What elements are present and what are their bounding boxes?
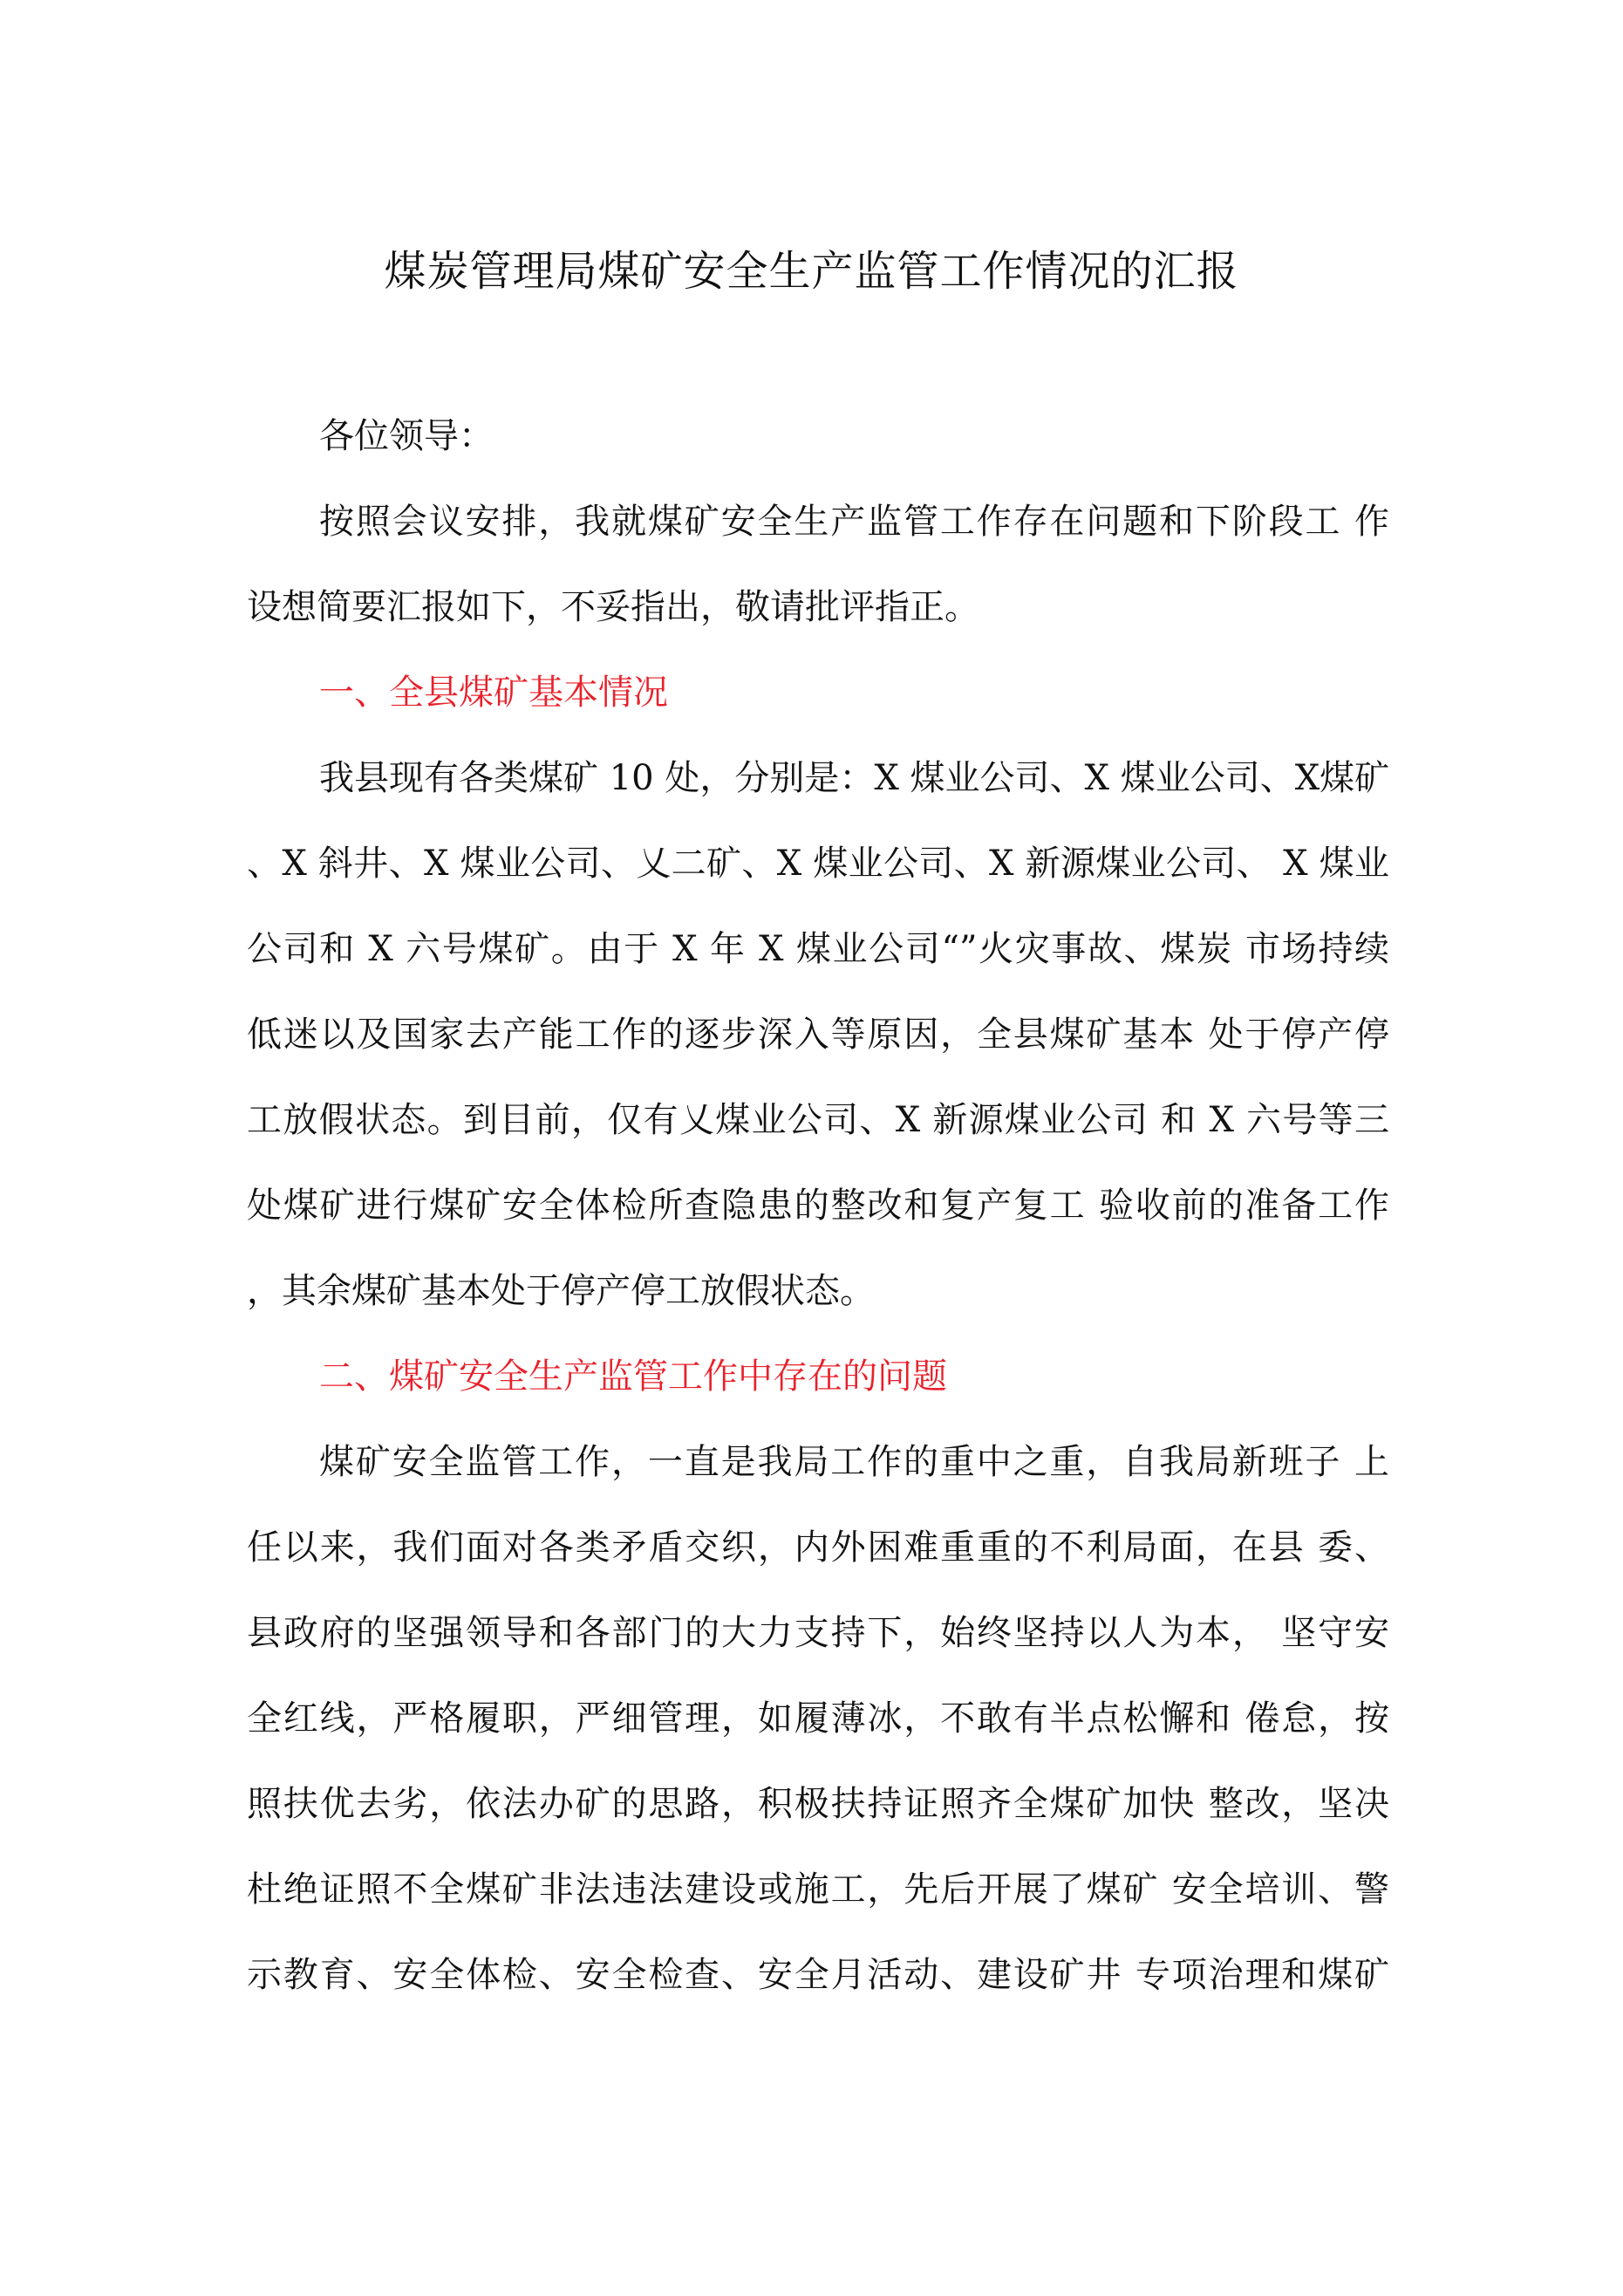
paragraph-line: 公司和 X 六号煤矿。由于 X 年 X 煤业公司“”火灾事故、煤炭 市场持续 bbox=[247, 929, 1389, 969]
paragraph-line: 示教育、安全体检、安全检查、安全月活动、建设矿井 专项治理和煤矿 bbox=[247, 1955, 1389, 1995]
salutation: 各位领导： bbox=[319, 416, 494, 456]
paragraph-line: ，其余煤矿基本处于停产停工放假状态。 bbox=[247, 1271, 875, 1311]
document-title: 煤炭管理局煤矿安全生产监管工作情况的汇报 bbox=[384, 247, 1239, 296]
section-heading-1-block bbox=[247, 650, 1389, 735]
section-heading-1: 一、全县煤矿基本情况 bbox=[319, 673, 668, 713]
paragraph-line: 工放假状态。到目前，仅有乂煤业公司、X 新源煤业公司 和 X 六号等三 bbox=[247, 1100, 1389, 1140]
intro-paragraph bbox=[247, 479, 1389, 650]
paragraph-line: 按照会议安排，我就煤矿安全生产监管工作存在问题和下阶段工 作 bbox=[319, 502, 1389, 542]
paragraph-line: 杜绝证照不全煤矿非法违法建设或施工，先后开展了煤矿 安全培训、警 bbox=[247, 1869, 1389, 1910]
paragraph-line: 煤矿安全监管工作，一直是我局工作的重中之重，自我局新班子 上 bbox=[319, 1442, 1389, 1482]
paragraph-line: 任以来，我们面对各类矛盾交织，内外困难重重的不利局面，在县 委、 bbox=[247, 1527, 1389, 1568]
paragraph-line: 我县现有各类煤矿 10 处，分别是：X 煤业公司、X 煤业公司、X煤矿 bbox=[319, 758, 1390, 798]
paragraph-line: 照扶优去劣，依法办矿的思路，积极扶持证照齐全煤矿加快 整改，坚决 bbox=[247, 1784, 1389, 1824]
section-1-paragraph bbox=[247, 735, 1389, 1334]
section-heading-2: 二、煤矿安全生产监管工作中存在的问题 bbox=[319, 1356, 947, 1397]
paragraph-line: 、X 斜井、X 煤业公司、乂二矿、X 煤业公司、X 新源煤业公司、 X 煤业 bbox=[247, 844, 1389, 884]
salutation-block bbox=[247, 393, 1389, 479]
paragraph-line: 设想简要汇报如下，不妥指出，敬请批评指正。 bbox=[247, 587, 979, 627]
paragraph-line: 处煤矿进行煤矿安全体检所查隐患的整改和复产复工 验收前的准备工作 bbox=[247, 1186, 1389, 1226]
section-heading-2-block bbox=[247, 1334, 1389, 1419]
paragraph-line: 全红线，严格履职，严细管理，如履薄冰，不敢有半点松懈和 倦怠，按 bbox=[247, 1698, 1389, 1739]
section-2-paragraph bbox=[247, 1419, 1389, 2018]
paragraph-line: 县政府的坚强领导和各部门的大力支持下，始终坚持以人为本， 坚守安 bbox=[247, 1613, 1389, 1653]
paragraph-line: 低迷以及国家去产能工作的逐步深入等原因，全县煤矿基本 处于停产停 bbox=[247, 1015, 1389, 1055]
